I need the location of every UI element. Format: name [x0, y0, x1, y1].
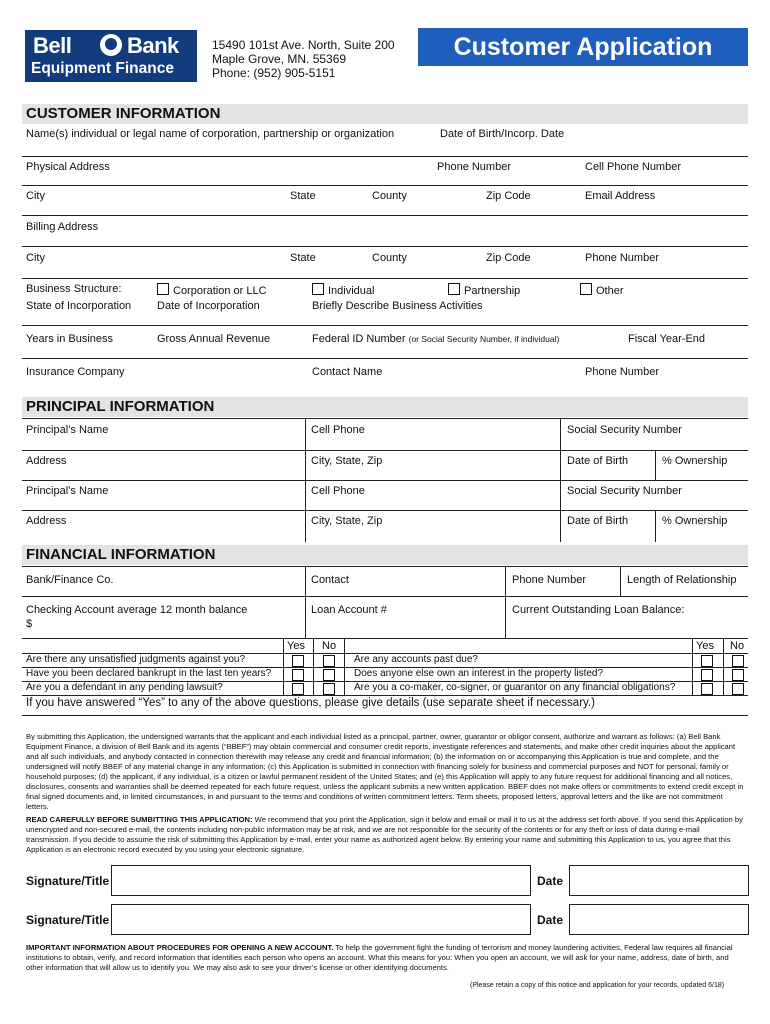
bankrupt-no-checkbox[interactable]	[323, 669, 335, 681]
address-phone: Phone: (952) 905-5151	[212, 66, 336, 80]
principal-ssn-field[interactable]: Social Security Number	[567, 424, 682, 436]
divider	[22, 450, 748, 451]
city-field[interactable]: City	[26, 190, 45, 202]
question-past-due: Are any accounts past due?	[354, 654, 478, 665]
state-field[interactable]: State	[290, 190, 316, 202]
address-city: Maple Grove, MN. 55369	[212, 52, 347, 66]
physical-address-field[interactable]: Physical Address	[26, 161, 110, 173]
principal-csz-field[interactable]: City, State, Zip	[311, 455, 383, 467]
legal-email-text: READ CAREFULLY BEFORE SUMBITTING THIS APPLICATION: We recommend that you print the Application, sign it below and email or mail it to us at the address set forth above. If you send this Application by unencrypted and non-secured e-mail, the contents including non-public information may be at risk, and we are not responsible for the security of the contents or for any theft or loss of data during e-mail transmission. If you decide to assume the risk of submitting this Application by e-mail, enter your name as authorized agent below. By entering your name and submitting this Application to us, you agree that this Application is an electronic record executed by you using your electronic signature.	[26, 815, 743, 854]
question-co-maker: Are you a co-maker, co-signer, or guarantor on any financial obligations?	[354, 682, 676, 693]
important-information-notice: IMPORTANT INFORMATION ABOUT PROCEDURES FOR OPENING A NEW ACCOUNT. To help the government fight the funding of terrorism and money laundering activities, Federal law requires all financial institutions to obtain, verify, and record information that identifies each person who opens an account. What this means for you: When you open an account, we will ask for your name, address, date of birth, and other information that will allow us to identify you. We may also ask to see your driver’s license or other identifying documents.	[26, 943, 733, 972]
divider	[305, 566, 306, 638]
phone-number-field[interactable]: Phone Number	[437, 161, 511, 173]
question-bankrupt: Have you been declared bankrupt in the last ten years?	[26, 668, 272, 679]
divider	[22, 358, 748, 359]
past-due-no-checkbox[interactable]	[732, 655, 744, 667]
years-in-business-field[interactable]: Years in Business	[26, 333, 114, 345]
state-incorporation-field[interactable]: State of Incorporation	[26, 300, 132, 312]
principal-dob-field[interactable]: Date of Birth	[567, 455, 629, 467]
logo-text-bank: Bank	[127, 33, 179, 58]
cell-phone-field[interactable]: Cell Phone Number	[585, 161, 681, 173]
judgments-no-checkbox[interactable]	[323, 655, 335, 667]
principal2-ssn-field[interactable]: Social Security Number	[567, 485, 682, 497]
principal2-ownership-field[interactable]: % Ownership	[662, 515, 728, 527]
names-field[interactable]: Name(s) individual or legal name of corporation, partnership or organization	[26, 128, 395, 140]
company-address	[212, 38, 395, 80]
divider	[22, 418, 748, 419]
principal-name-field[interactable]: Principal’s Name	[26, 424, 109, 436]
zip-field[interactable]: Zip Code	[486, 190, 531, 202]
bell-bank-logo	[25, 30, 197, 82]
yes-details-note[interactable]: If you have answered “Yes” to any of the above questions, please give details (use separate sheet if necessary.)	[26, 697, 595, 709]
judgments-yes-checkbox[interactable]	[292, 655, 304, 667]
section-heading-customer: CUSTOMER INFORMATION	[22, 104, 748, 124]
principal-cell-field[interactable]: Cell Phone	[311, 424, 365, 436]
principal2-name-field[interactable]: Principal’s Name	[26, 485, 109, 497]
co-maker-no-checkbox[interactable]	[732, 683, 744, 695]
bank-field[interactable]: Bank/Finance Co.	[26, 574, 114, 586]
outstanding-balance-field[interactable]: Current Outstanding Loan Balance:	[512, 604, 685, 616]
address-street: 15490 101st Ave. North, Suite 200	[212, 38, 395, 52]
divider	[22, 695, 748, 696]
logo-text-equipment-finance: Equipment Finance	[31, 60, 174, 77]
yes-header: Yes	[287, 640, 305, 652]
date-incorporation-field[interactable]: Date of Incorporation	[157, 300, 260, 312]
billing-zip-field[interactable]: Zip Code	[486, 252, 531, 264]
billing-state-field[interactable]: State	[290, 252, 316, 264]
question-lawsuit: Are you a defendant in any pending lawsuit?	[26, 682, 223, 693]
signature-input-2[interactable]	[111, 904, 531, 935]
legal-consent-text: By submitting this Application, the undersigned warrants that the applicant and each individual listed as a principal, partner, owner, guarantor or obligor consent, authorize and warrant as follows: (a) Bell Bank Equipment Finance, a division of Bell Bank and its agents (“BBEF”) may obtain commercial and consumer credit reports, investigate references and statements, and make other credit inquiries about the applicant and all such individuals, and anybody contacted in connection therewith may release any credit and financial information; (b) the information on or accompanying this Application is true and complete, and the undersigned will notify BBEF of any material change in any information; (c) this Application is submitted in connection with financing solely for business and commercial purposes and NOT for personal, family or household purposes; (d) the applicant, if any individual, is a citizen or lawful permanent resident of the United States; and (e) this Application will apply to any future request for additional financing and all notices, disclosures, consents and warranties shall be deemed repeated for each future request, unless the applicant submits a new written application. BBEF does not make offers or commitments to extend credit except in final signed documents and, in limited circumstances, in and pursuant to the terms and conditions of written commitment letters. Term sheets, proposed letters, approval letters and the like are not commitment letters.	[26, 732, 744, 811]
option-other[interactable]: Other	[580, 283, 624, 297]
principal2-dob-field[interactable]: Date of Birth	[567, 515, 629, 527]
divider	[22, 278, 748, 279]
option-corporation[interactable]: Corporation or LLC	[157, 283, 267, 297]
divider	[22, 638, 748, 639]
divider	[505, 566, 506, 638]
divider	[22, 215, 748, 216]
principal-ownership-field[interactable]: % Ownership	[662, 455, 728, 467]
loan-account-field[interactable]: Loan Account #	[311, 604, 387, 616]
option-individual[interactable]: Individual	[312, 283, 374, 297]
relationship-length-field[interactable]: Length of Relationship	[627, 574, 737, 586]
signature-input-1[interactable]	[111, 865, 531, 896]
business-activities-field[interactable]: Briefly Describe Business Activities	[312, 300, 483, 312]
no-header-2: No	[730, 640, 745, 652]
principal2-cell-field[interactable]: Cell Phone	[311, 485, 365, 497]
bank-contact-field[interactable]: Contact	[311, 574, 349, 586]
billing-city-field[interactable]: City	[26, 252, 45, 264]
divider	[620, 566, 621, 596]
divider	[655, 450, 656, 480]
date-input-2[interactable]	[569, 904, 749, 935]
page-title: Customer Application	[418, 28, 748, 66]
business-structure-label: Business Structure:	[26, 283, 122, 295]
divider	[655, 510, 656, 542]
principal2-address-field[interactable]: Address	[26, 515, 67, 527]
county-field[interactable]: County	[372, 190, 407, 202]
lawsuit-yes-checkbox[interactable]	[292, 683, 304, 695]
divider	[22, 715, 748, 716]
divider	[22, 566, 748, 567]
no-header: No	[322, 640, 337, 652]
gross-revenue-field[interactable]: Gross Annual Revenue	[157, 333, 271, 345]
co-maker-yes-checkbox[interactable]	[701, 683, 713, 695]
question-interest: Does anyone else own an interest in the property listed?	[354, 668, 604, 679]
billing-phone-field[interactable]: Phone Number	[585, 252, 659, 264]
billing-county-field[interactable]: County	[372, 252, 407, 264]
date-label-1: Date	[537, 874, 564, 888]
insurance-company-field[interactable]: Insurance Company	[26, 366, 125, 378]
divider	[22, 246, 748, 247]
principal2-csz-field[interactable]: City, State, Zip	[311, 515, 383, 527]
billing-address-field[interactable]: Billing Address	[26, 221, 99, 233]
dollar-sign: $	[26, 618, 33, 630]
past-due-yes-checkbox[interactable]	[701, 655, 713, 667]
bell-tree-icon	[100, 34, 122, 56]
insurance-phone-field[interactable]: Phone Number	[585, 366, 659, 378]
section-heading-financial: FINANCIAL INFORMATION	[22, 545, 748, 565]
bankrupt-yes-checkbox[interactable]	[292, 669, 304, 681]
divider	[22, 480, 748, 481]
option-partnership[interactable]: Partnership	[448, 283, 520, 297]
divider	[22, 156, 748, 157]
checkbox[interactable]	[312, 283, 324, 295]
signature-title-label-2: Signature/Title	[26, 913, 110, 927]
checkbox[interactable]	[448, 283, 460, 295]
bank-phone-field[interactable]: Phone Number	[512, 574, 586, 586]
date-label-2: Date	[537, 913, 564, 927]
principal-address-field[interactable]: Address	[26, 455, 67, 467]
dob-field[interactable]: Date of Birth/Incorp. Date	[440, 128, 565, 140]
question-judgments: Are there any unsatisfied judgments against you?	[26, 654, 246, 665]
checkbox[interactable]	[157, 283, 169, 295]
lawsuit-no-checkbox[interactable]	[323, 683, 335, 695]
fiscal-year-end-field[interactable]: Fiscal Year-End	[628, 333, 706, 345]
section-heading-principal: PRINCIPAL INFORMATION	[22, 397, 748, 417]
divider	[22, 510, 748, 511]
email-field[interactable]: Email Address	[585, 190, 656, 202]
interest-yes-checkbox[interactable]	[701, 669, 713, 681]
checkbox[interactable]	[580, 283, 592, 295]
federal-id-field[interactable]: Federal ID Number (or Social Security Number, if individual)	[312, 333, 560, 345]
date-input-1[interactable]	[569, 865, 749, 896]
divider	[22, 325, 748, 326]
logo-text-bell: Bell	[33, 33, 72, 58]
divider	[22, 185, 748, 186]
contact-name-field[interactable]: Contact Name	[312, 366, 383, 378]
signature-title-label-1: Signature/Title	[26, 874, 110, 888]
checking-balance-field[interactable]: Checking Account average 12 month balance	[26, 604, 248, 616]
yes-header-2: Yes	[696, 640, 714, 652]
interest-no-checkbox[interactable]	[732, 669, 744, 681]
divider	[22, 596, 748, 597]
retain-copy-note: (Please retain a copy of this notice and application for your records, updated 6/18)	[470, 982, 725, 989]
